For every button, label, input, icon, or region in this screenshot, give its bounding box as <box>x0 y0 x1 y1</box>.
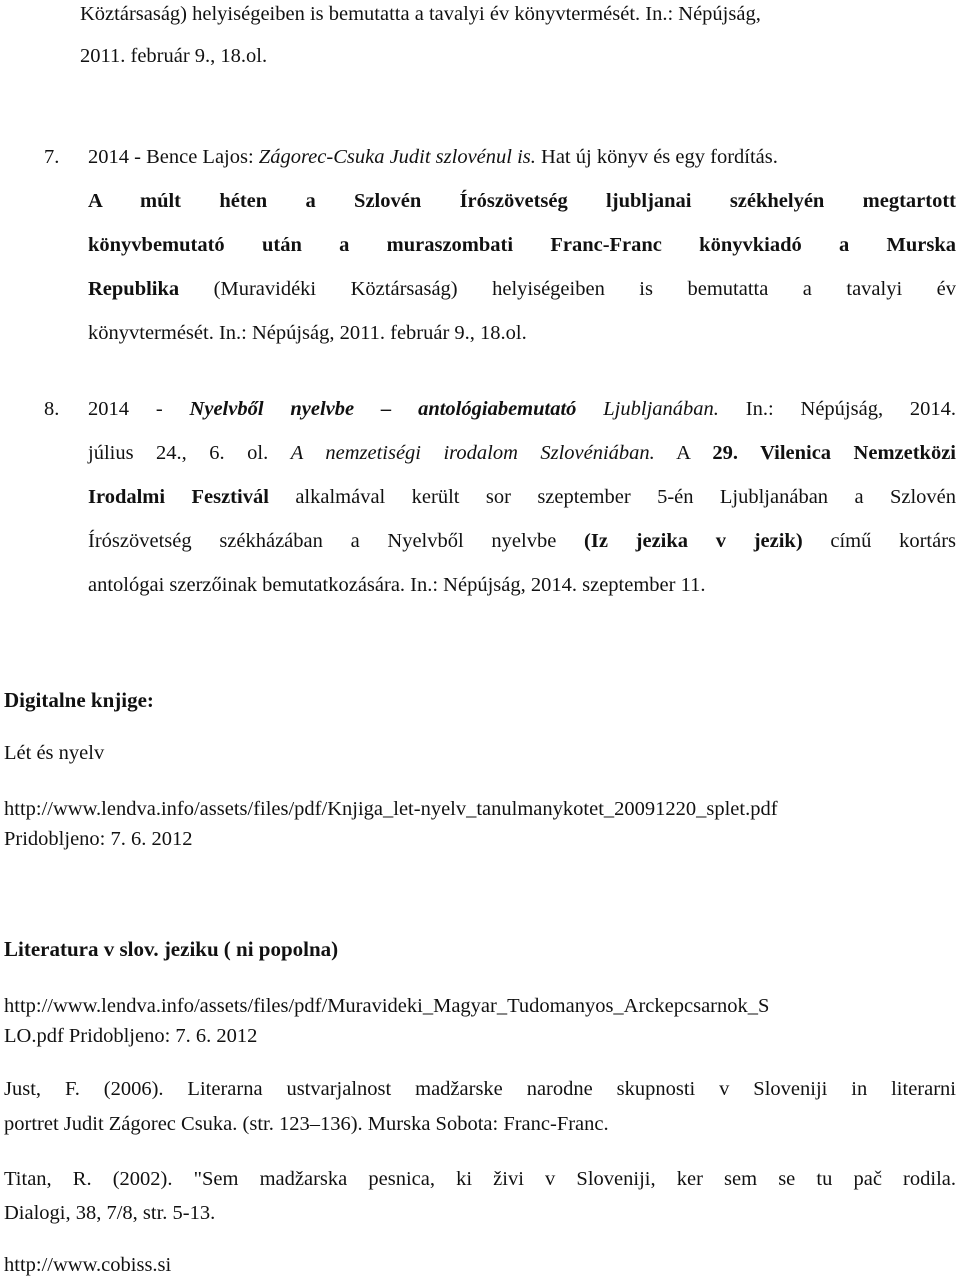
item-7-number: 7. <box>44 146 60 168</box>
digital-book-retrieved: Pridobljeno: 7. 6. 2012 <box>4 828 193 850</box>
intro-line-2: 2011. február 9., 18.ol. <box>80 45 268 67</box>
intro-line-1: Köztársaság) helyiségeiben is bemutatta a tavalyi év könyvtermését. In.: Népújság, <box>80 3 761 25</box>
item-7-line-3: könyvbemutató után a muraszombati Franc-Franc könyvkiadó a Murska <box>88 234 956 256</box>
literature-heading <box>4 937 338 962</box>
item-7-lead <box>88 145 778 169</box>
reference-just-line-1: Just, F. (2006). Literarna ustvarjalnost madžarske narodne skupnosti v Sloveniji in literarni <box>4 1078 956 1100</box>
item-7-line-2: A múlt héten a Szlovén Írószövetség ljubljanai székhelyén megtartott <box>88 190 956 212</box>
item-7-line-4-bold: Republika <box>88 278 180 300</box>
item-8-line-2-a: A <box>676 442 690 464</box>
item-8-line-4-rest: című kortárs <box>830 530 957 552</box>
item-8-line-2 <box>88 441 956 465</box>
item-8-line-2-pre: július 24., 6. ol. <box>88 442 269 464</box>
item-8-line-4 <box>88 529 956 553</box>
item-8-title-italic: Ljubljanában. <box>603 398 719 420</box>
item-7-line-4 <box>88 277 956 301</box>
item-8-line-5: antológai szerzőinak bemutatkozására. In.: Népújság, 2014. szeptember 11. <box>88 574 706 596</box>
item-8-line-1 <box>88 397 956 421</box>
item-8-line-3-rest: alkalmával került sor szeptember 5-én Ljubljanában a Szlovén <box>295 486 956 508</box>
reference-titan-line-2: Dialogi, 38, 7/8, str. 5-13. <box>4 1202 216 1224</box>
item-8-title-bold-italic: Nyelvből nyelvbe – antológiabemutató <box>189 398 577 420</box>
item-8-line-2-bold: 29. Vilenica Nemzetközi <box>712 442 956 464</box>
digital-books-heading: Digitalne knjige: <box>4 688 154 712</box>
item-8-year: 2014 - <box>88 398 163 420</box>
literature-heading-bold: Literatura v slov. jeziku <box>4 937 219 961</box>
item-7-lead-rest: Hat új könyv és egy fordítás. <box>541 146 778 168</box>
reference-titan-line-1: Titan, R. (2002). "Sem madžarska pesnica, ki živi v Sloveniji, ker sem se tu pač rodila. <box>4 1168 956 1190</box>
literature-heading-rest: ( ni popolna) <box>223 937 339 961</box>
item-7-lead-title: Zágorec-Csuka Judit szlovénul is. <box>258 146 536 168</box>
item-7-line-4-rest: (Muravidéki Köztársaság) helyiségeiben is bemutatta a tavalyi év <box>213 278 957 300</box>
item-7-line-5: könyvtermését. In.: Népújság, 2011. február 9., 18.ol. <box>88 322 527 344</box>
item-8-line-2-italic: A nemzetiségi irodalom Szlovéniában. <box>290 442 655 464</box>
digital-book-title: Lét és nyelv <box>4 742 105 764</box>
literature-url-line-2: LO.pdf Pridobljeno: 7. 6. 2012 <box>4 1025 258 1047</box>
item-8-source: In.: Népújság, 2014. <box>745 398 957 420</box>
item-7-lead-year: 2014 - Bence Lajos: <box>88 146 254 168</box>
reference-just-line-2: portret Judit Zágorec Csuka. (str. 123–136). Murska Sobota: Franc-Franc. <box>4 1113 609 1135</box>
item-8-line-3 <box>88 485 956 509</box>
item-8-line-4-bold: (Iz jezika v jezik) <box>584 530 803 552</box>
item-8-number: 8. <box>44 398 60 420</box>
digital-book-url[interactable]: http://www.lendva.info/assets/files/pdf/Knjiga_let-nyelv_tanulmanykotet_20091220_splet.pdf <box>4 798 778 820</box>
cobiss-link[interactable]: http://www.cobiss.si <box>4 1254 172 1276</box>
item-8-line-4-pre: Írószövetség székházában a Nyelvből nyelvbe <box>88 530 557 552</box>
item-8-line-3-bold: Irodalmi Fesztivál <box>88 486 269 508</box>
literature-url-line-1[interactable]: http://www.lendva.info/assets/files/pdf/Muravideki_Magyar_Tudomanyos_Arckepcsarnok_S <box>4 995 770 1017</box>
